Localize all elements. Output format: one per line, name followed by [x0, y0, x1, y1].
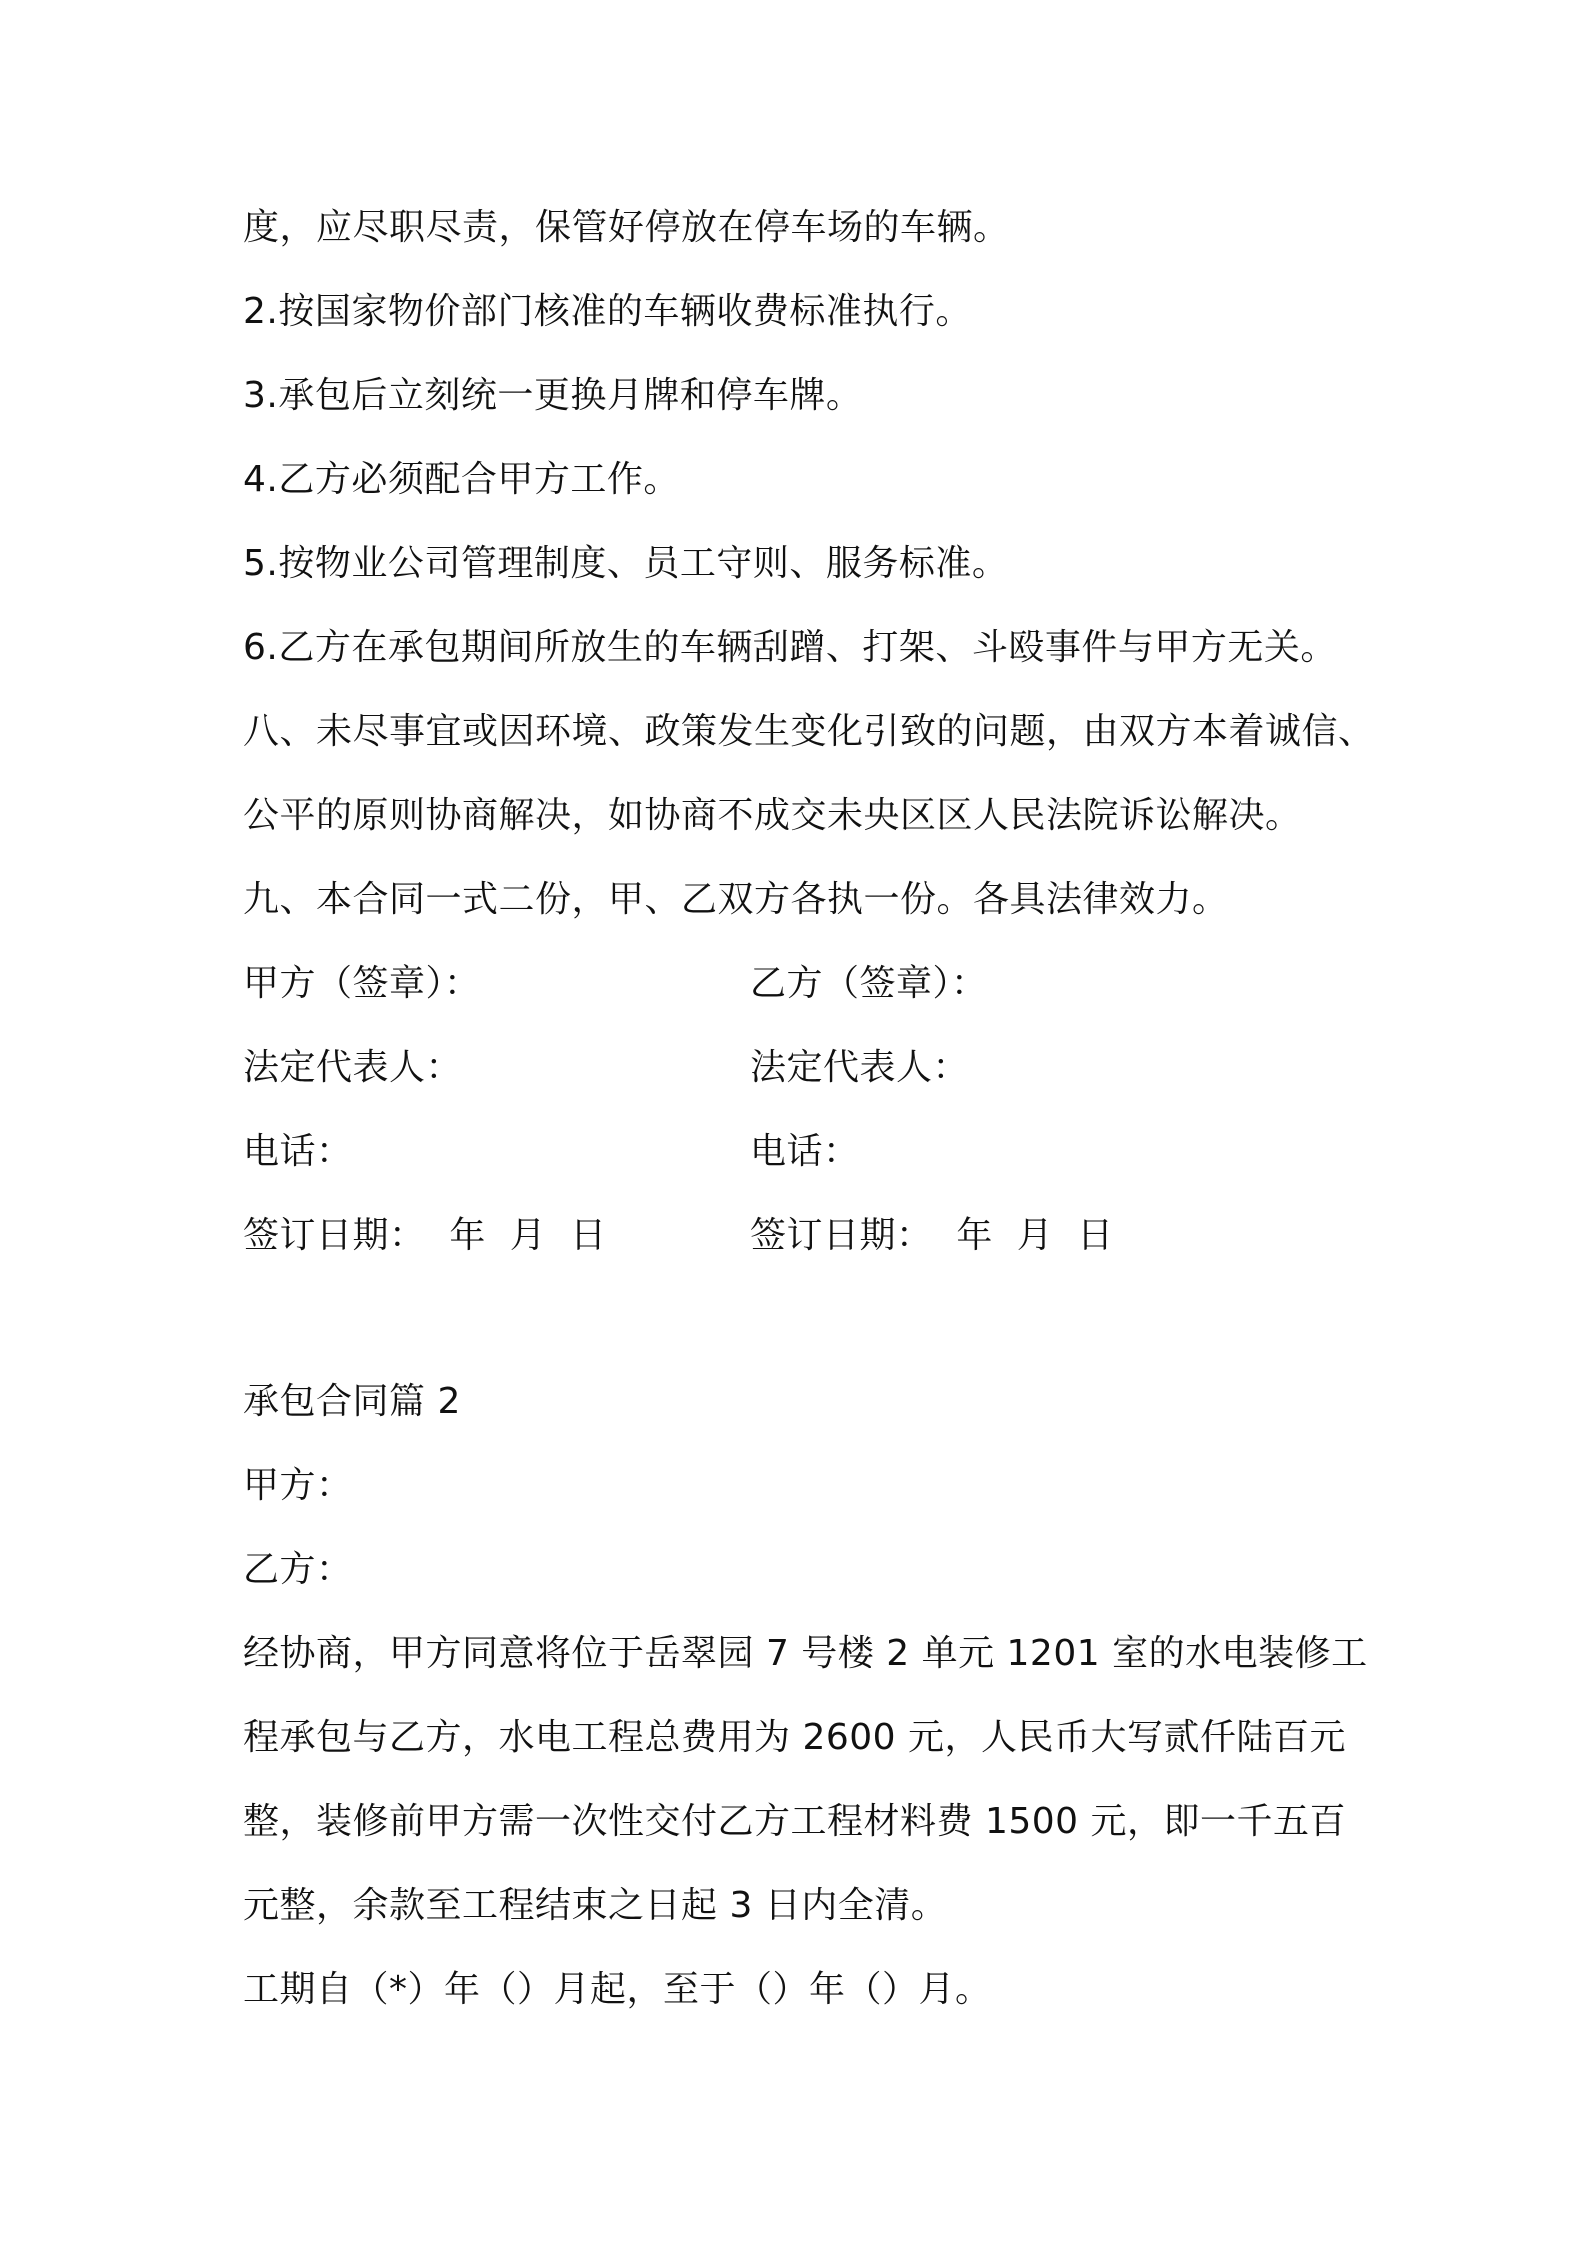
paragraph: 2.按国家物价部门核准的车辆收费标准执行。: [243, 291, 972, 332]
party-a-date-label: 签订日期： 年 月 日: [243, 1215, 607, 1256]
work-period-line: 工期自（*）年（）月起，至于（）年（）月。: [243, 1969, 992, 2010]
section-title: 承包合同篇 2: [243, 1381, 461, 1422]
paragraph: 5.按物业公司管理制度、员工守则、服务标准。: [243, 543, 1009, 584]
party-a-rep-label: 法定代表人：: [243, 1047, 463, 1088]
paragraph: 3.承包后立刻统一更换月牌和停车牌。: [243, 375, 863, 416]
paragraph: 公平的原则协商解决，如协商不成交未央区区人民法院诉讼解决。: [243, 795, 1302, 836]
paragraph: 经协商，甲方同意将位于岳翠园 7 号楼 2 单元 1201 室的水电装修工: [243, 1633, 1368, 1674]
party-b-rep-label: 法定代表人：: [750, 1047, 970, 1088]
paragraph: 九、本合同一式二份，甲、乙双方各执一份。各具法律效力。: [243, 879, 1229, 920]
paragraph: 度，应尽职尽责，保管好停放在停车场的车辆。: [243, 207, 1010, 248]
paragraph: 4.乙方必须配合甲方工作。: [243, 459, 680, 500]
signature-row-phone: [0, 1128, 1586, 1176]
party-b-date-label: 签订日期： 年 月 日: [750, 1215, 1114, 1256]
paragraph: 6.乙方在承包期间所放生的车辆刮蹭、打架、斗殴事件与甲方无关。: [243, 627, 1337, 668]
party-a-label: 甲方：: [243, 1465, 353, 1506]
signature-row-seal: [0, 960, 1586, 1008]
paragraph: 元整，余款至工程结束之日起 3 日内全清。: [243, 1885, 948, 1926]
paragraph: 程承包与乙方，水电工程总费用为 2600 元，人民币大写贰仟陆百元: [243, 1717, 1347, 1758]
party-a-seal-label: 甲方（签章）：: [243, 963, 481, 1004]
party-a-phone-label: 电话：: [243, 1131, 353, 1172]
paragraph: 八、未尽事宜或因环境、政策发生变化引致的问题，由双方本着诚信、: [243, 711, 1375, 752]
signature-row-date: [0, 1212, 1586, 1260]
party-b-label: 乙方：: [243, 1549, 353, 1590]
signature-row-rep: [0, 1044, 1586, 1092]
party-b-seal-label: 乙方（签章）：: [750, 963, 988, 1004]
party-b-phone-label: 电话：: [750, 1131, 860, 1172]
paragraph: 整，装修前甲方需一次性交付乙方工程材料费 1500 元，即一千五百: [243, 1801, 1347, 1842]
